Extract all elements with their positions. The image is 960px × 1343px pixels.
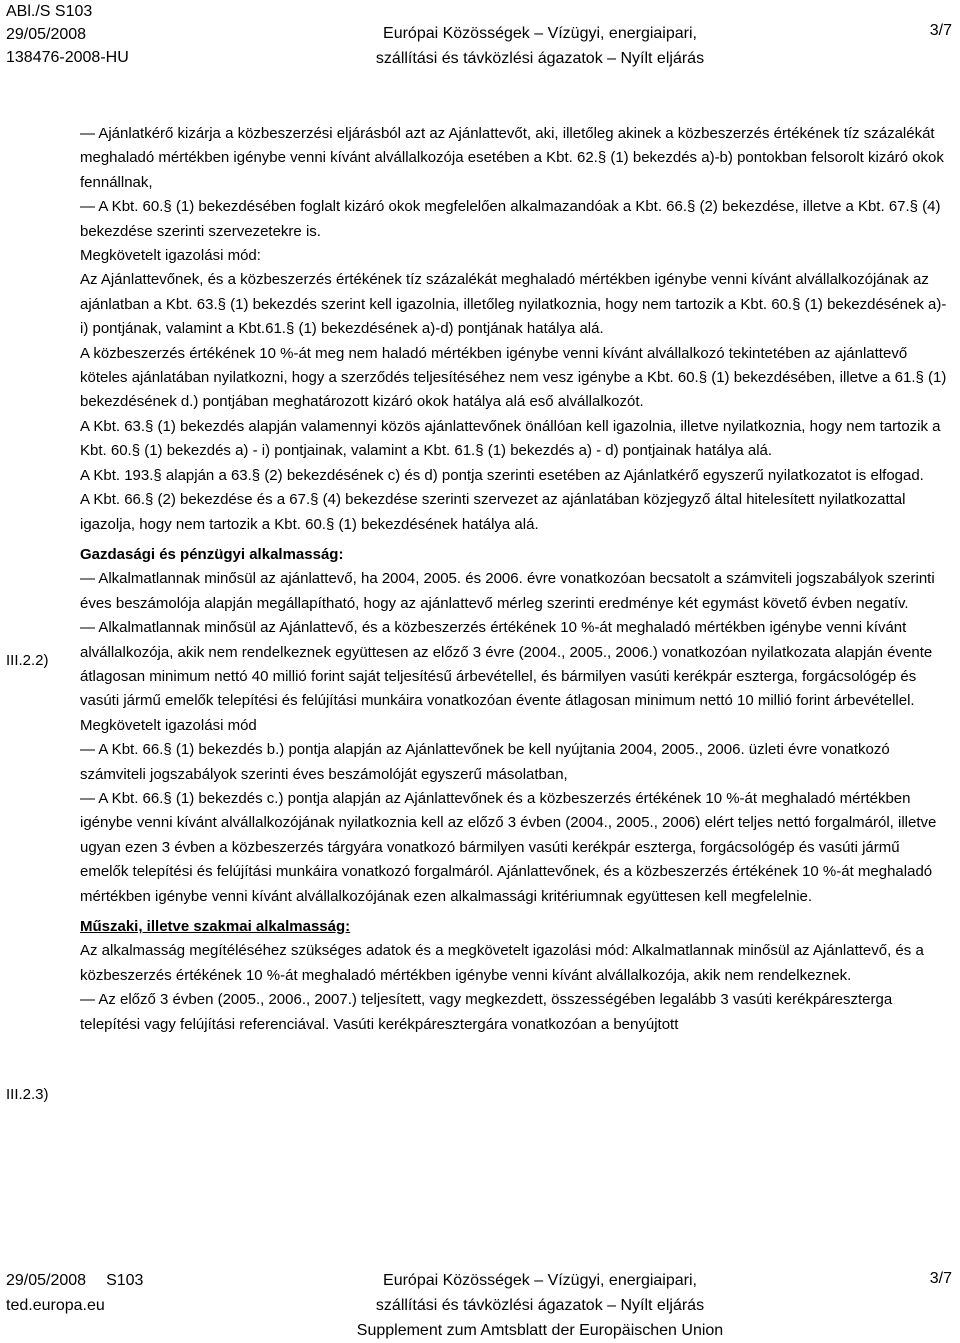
body-paragraph: Az Ajánlattevőnek, és a közbeszerzés értékének tíz százalékát meghaladó mértékben igénybe venni kívánt alvállalkozójának az ajánlatban a Kbt. 63.§ (1) bekezdés szerint kell igazolnia, illetőleg nyilatkoznia, hogy nem tartozik a Kbt. 60.§ (1) bekezdésének a)-i) pontjának, valamint a Kbt.61.§ (1) bekezdésének a)-d) pontjának hatálya alá. (80, 271, 947, 338)
body-paragraph: A Kbt. 63.§ (1) bekezdés alapján valamennyi közös ajánlattevőnek önállóan kell igazolnia, illetve nyilatkoznia, hogy nem tartozik a Kbt. 60.§ (1) bekezdés a) - i) pontjainak, valamint a Kbt. 61.§ (1) bekezdés a) - d) pontjainak hatálya alá. (80, 417, 941, 460)
header-title-line-1: Európai Közösségek – Vízügyi, energiaipari, (383, 25, 697, 42)
header-journal-ref: ABl./S S103 (6, 3, 93, 20)
header-reference (6, 0, 129, 69)
body-paragraph: — Alkalmatlannak minősül az Ajánlattevő, és a közbeszerzés értékének 10 %-át meghaladó mértékben igénybe venni kívánt alvállalkozója, akik nem rendelkeznek együttesen az előző 3 évre (2004., 2005., 2006.) vonatkozóan nyilatkozata alapján évente átlagosan minimum nettó 40 millió forint saját teljesítésű árbevétellel, és bármilyen vasúti kerékpár eszterga, forgácsológép és vasúti jármű emelők telepítési és felújítási munkáira vonatkozóan évente átlagosan minimum nettó 10 millió forint árbevétellel. (80, 619, 933, 710)
body-paragraph: — A Kbt. 60.§ (1) bekezdésében foglalt kizáró okok megfelelően alkalmazandóak a Kbt. 66.§ (2) bekezdése, illetve a Kbt. 67.§ (4) bekezdése szerinti szervezetekre is. (80, 198, 941, 240)
header-title-line-2: szállítási és távközlési ágazatok – Nyílt eljárás (375, 50, 705, 67)
header-notice-id: 138476-2008-HU (6, 49, 129, 66)
notice-body (80, 122, 952, 1037)
section-label-economic: III.2.2) (6, 652, 49, 669)
body-paragraph: A Kbt. 193.§ alapján a 63.§ (2) bekezdésének c) és d) pontja szerinti esetében az Ajánlatkérő egyszerű nyilatkozatot is elfogad. (80, 466, 924, 484)
body-paragraph: Megkövetelt igazolási mód (80, 716, 257, 734)
header-date: 29/05/2008 (6, 26, 87, 43)
footer-reference (6, 1268, 143, 1318)
body-paragraph: A közbeszerzés értékének 10 %-át meg nem haladó mértékben igénybe venni kívánt alvállalkozó tekintetében az ajánlattevő köteles ajánlatában nyilatkozni, hogy a szerződés teljesítéséhez nem vesz igénybe a Kbt. 60.§ (1) bekezdésében, illetve a 61.§ (1) bekezdésének d.) pontjában meghatározott kizáró okok hatálya alá eső alvállalkozót. (80, 344, 947, 411)
body-paragraph: — A Kbt. 66.§ (1) bekezdés b.) pontja alapján az Ajánlattevőnek be kell nyújtania 2004, 2005., 2006. üzleti évre vonatkozó számviteli jogszabályok szerinti éves beszámolóját egyszerű másolatban, (80, 741, 890, 783)
body-paragraph: — Alkalmatlannak minősül az ajánlattevő, ha 2004, 2005. és 2006. évre vonatkozóan becsatolt a számviteli jogszabályok szerinti éves beszámolója alapján megállapítható, hogy az ajánlattevő mérleg szerinti eredménye két egymást követő évben negatív. (80, 570, 935, 612)
section-heading-technical: Műszaki, illetve szakmai alkalmasság: (80, 918, 351, 935)
body-paragraph: A Kbt. 66.§ (2) bekezdése és a 67.§ (4) bekezdése szerinti szervezet az ajánlatában közjegyző által hitelesített nyilatkozattal igazolja, hogy nem tartozik a Kbt. 60.§ (1) bekezdésének hatálya alá. (80, 491, 906, 533)
footer-title-line-2: szállítási és távközlési ágazatok – Nyílt eljárás (375, 1297, 705, 1314)
footer-page-number: 3/7 (929, 1270, 952, 1287)
footer-site: ted.europa.eu (6, 1297, 105, 1314)
body-paragraph: Az alkalmasság megítéléséhez szükséges adatok és a megkövetelt igazolási mód: Alkalmatlannak minősül az Ajánlattevő, és a közbeszerzés értékének 10 %-át meghaladó mértékben igénybe venni kívánt alvállalkozója, akik nem rendelkeznek. (80, 942, 924, 984)
footer-title-line-3: Supplement zum Amtsblatt der Europäischen Union (356, 1322, 724, 1339)
body-paragraph: — Az előző 3 évben (2005., 2006., 2007.) teljesített, vagy megkezdett, összességében legalább 3 vasúti kerékpáreszterga telepítési vagy felújítási referenciával. Vasúti kerékpáresztergára vonatkozóan a benyújtott (80, 991, 893, 1033)
footer-title (290, 1268, 790, 1343)
header-page-number: 3/7 (929, 22, 952, 39)
body-paragraph: — Ajánlatkérő kizárja a közbeszerzési eljárásból azt az Ajánlattevőt, aki, illetőleg akinek a közbeszerzés értékének tíz százalékát meghaladó mértékben igénybe venni kívánt alvállalkozója esetében a Kbt. 62.§ (1) bekezdés a)-b) pontokban felsorolt kizáró okok fennállnak, (80, 125, 944, 191)
section-heading-economic: Gazdasági és pénzügyi alkalmasság: (80, 545, 344, 563)
body-paragraph: — A Kbt. 66.§ (1) bekezdés c.) pontja alapján az Ajánlattevőnek és a közbeszerzés értékének 10 %-át meghaladó mértékben igénybe venni kívánt alvállalkozójának nyilatkoznia kell az előző 3 évben (2004., 2005., 2006) elért teljes nettó forgalmáról, illetve ugyan ezen 3 évben a közbeszerzés tárgyára vonatkozó bármilyen vasúti kerékpár eszterga, forgácsológép és vasúti jármű emelők telepítési és felújítási munkáira vonatkozó forgalmáról. Ajánlattevőnek, és a közbeszerzés értékének 10 %-át meghaladó mértékben igénybe venni kívánt alvállalkozójának ezen alkalmassági kritériumnak együttesen kell megfelelnie. (80, 789, 937, 905)
footer-issue: S103 (106, 1272, 144, 1289)
footer-date: 29/05/2008 (6, 1272, 87, 1289)
body-paragraph: Megkövetelt igazolási mód: (80, 247, 261, 265)
section-label-technical: III.2.3) (6, 1086, 49, 1103)
header-title (290, 21, 790, 71)
footer-title-line-1: Európai Közösségek – Vízügyi, energiaipari, (383, 1272, 697, 1289)
